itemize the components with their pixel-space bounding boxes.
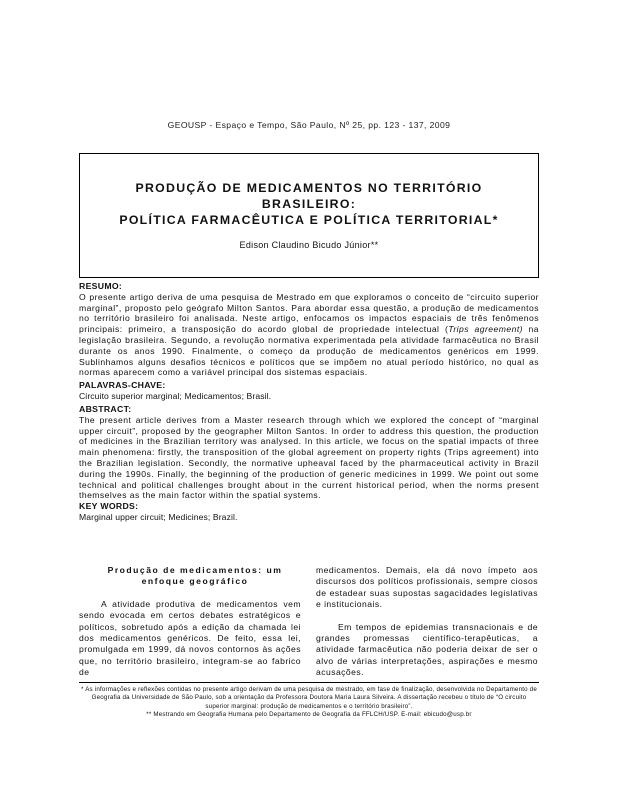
abstract-text: The present article derives from a Master research through which we explored the concept of “marginal upper circuit”, proposed by the geographer Milton Santos. In order to address this question, the production of medicines in the Brazilian territory was analysed. In this article, we focus on the spatial impacts of three main phenomena: firstly, the transposition of the global agreement on property rights (Trips agreement) into the Brazilian legislation. Secondly, the normative upheaval faced by the pharmaceutical activity in Brazil during the 1990s. Finally, the beginning of the production of generic medicines in 1999. We point out some technical and political challenges brought about in the current historical period, when the norms present themselves as the main factor within the spatial systems. — [79, 414, 539, 501]
key-words-heading: KEY WORDS: — [79, 501, 139, 512]
body-column-right — [316, 565, 538, 690]
section-heading: Produção de medicamentos: um enfoque geográfico — [107, 565, 283, 587]
palavras-chave-heading: PALAVRAS-CHAVE: — [79, 380, 166, 391]
body-paragraph-right-1: medicamentos. Demais, ela dá novo ímpeto aos discursos dos políticos profissionais, sempre ciosos de estadear suas supostas sagacidades legislativas e institucionais. — [316, 565, 538, 610]
body-paragraph-left-1: A atividade produtiva de medicamentos vem sendo evocada em certos debates estratégicos e políticos, sobretudo após a edição da chamada lei dos medicamentos genéricos. De feito, essa lei, promulgada em 1999, dá novos contornos às ações que, no território brasileiro, integram-se ao fabrico de — [79, 598, 301, 678]
palavras-chave-text: Circuito superior marginal; Medicamentos; Brasil. — [79, 390, 272, 401]
resumo-text-italic: Trips agreement) — [448, 324, 523, 335]
title-line-1: PRODUÇÃO DE MEDICAMENTOS NO TERRITÓRIO BRASILEIRO: — [135, 181, 483, 211]
key-words-text: Marginal upper circuit; Medicines; Brazil. — [79, 511, 238, 522]
author-name: Edison Claudino Bicudo Júnior** — [239, 240, 379, 250]
abstract-heading: ABSTRACT: — [79, 403, 132, 414]
resumo-heading: RESUMO: — [79, 281, 123, 291]
footnotes — [79, 686, 539, 720]
running-head: GEOUSP - Espaço e Tempo, São Paulo, Nº 25, pp. 123 - 137, 2009 — [167, 120, 451, 130]
article-title — [100, 180, 518, 228]
body-column-left — [79, 565, 301, 690]
resumo-text-part2: na legislação brasileira. Segundo, a revolução normativa experimentada pela atividade farmacêutica no Brasil durante os anos 1990. Finalmente, o começo da produção de medicamentos genéricos em 1999. Sublinhamos alguns desafios técnicos e políticos que se impõem no atual período histórico, no qual as normas aparecem como a variável principal dos sistemas espaciais. — [79, 324, 540, 378]
abstracts-block — [79, 281, 539, 525]
resumo-text — [79, 292, 539, 378]
footnote-2: ** Mestrando em Geografia Humana pelo Departamento de Geografia da FFLCH/USP. E-mail: ebicudo@usp.br — [146, 711, 472, 719]
body-paragraph-right-2: Em tempos de epidemias transnacionais e de grandes promessas científico-terapêuticas, a atividade farmacêutica não poderia deixar de ser o alvo de várias interpretações, aspirações e mesmo acusações. — [316, 621, 538, 678]
footnote-1: * As informações e reflexões contidas no presente artigo derivam de uma pesquisa de mestrado, em fase de finalização, desenvolvida no Departamento de Geografia da Universidade de São Paulo, sob a orientação da Professora Doutora Maria Laura Silveira. A dissertação recebeu o título de “O circuito superior marginal: produção de medicamentos e o território brasileiro”. — [81, 686, 537, 710]
footnote-divider — [79, 682, 539, 683]
title-line-2: POLÍTICA FARMACÊUTICA E POLÍTICA TERRITORIAL* — [119, 213, 499, 227]
title-box — [79, 153, 539, 278]
resumo-text-part1: O presente artigo deriva de uma pesquisa de Mestrado em que exploramos o conceito de “circuito superior marginal”, proposto pelo geógrafo Milton Santos. Para abordar essa questão, a produção de medicamentos no território brasileiro foi analisada. Neste artigo, enfocamos os impactos espaciais de três fenômenos principais: primeiro, a transposição do acordo global de propriedade intelectual ( — [79, 291, 539, 335]
